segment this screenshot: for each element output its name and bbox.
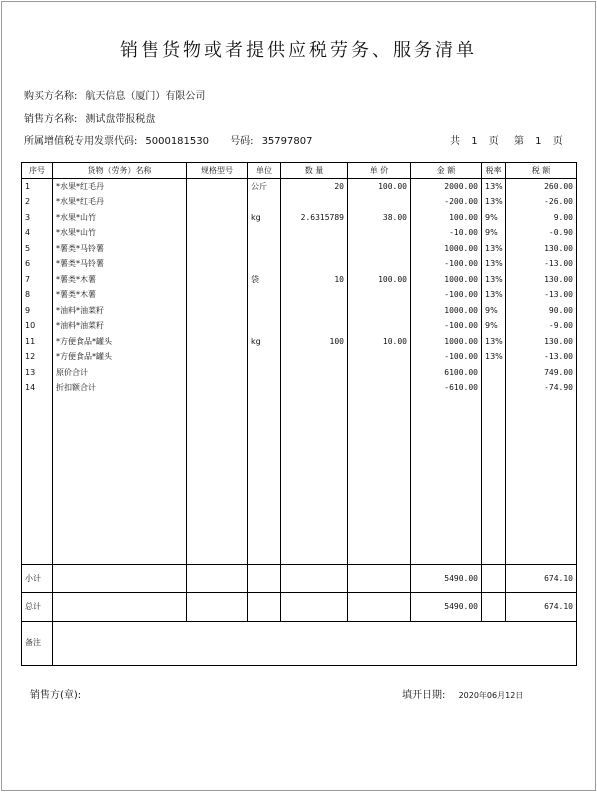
page-current-prefix: 第 [513, 136, 524, 147]
cell-price [348, 319, 411, 335]
cell-rate: 13% [482, 272, 506, 288]
cell-rate: 13% [482, 195, 506, 211]
items-table [21, 162, 577, 666]
cell-qty [281, 303, 348, 319]
subtotal-row [22, 565, 577, 593]
table-row [22, 179, 577, 195]
cell-qty: 100 [281, 334, 348, 350]
cell-spec [187, 365, 248, 381]
cell-price [348, 365, 411, 381]
cell-unit: kg [248, 210, 281, 226]
cell-unit [248, 350, 281, 366]
cell-tax: -26.00 [506, 195, 577, 211]
cell-seq: 3 [22, 210, 53, 226]
cell-name: 折扣额合计 [53, 381, 187, 397]
cell-tax: 9.00 [506, 210, 577, 226]
cell-unit [248, 381, 281, 397]
cell-seq: 9 [22, 303, 53, 319]
cell-seq: 7 [22, 272, 53, 288]
cell-seq: 1 [22, 179, 53, 195]
table-row [22, 303, 577, 319]
cell-spec [187, 303, 248, 319]
table-row [22, 381, 577, 397]
issue-date-line [402, 686, 523, 701]
cell-seq: 10 [22, 319, 53, 335]
cell-spec [187, 350, 248, 366]
items-body [22, 179, 577, 565]
seller-line [24, 110, 155, 125]
header-row [22, 163, 577, 179]
cell-amount: 1000.00 [411, 303, 482, 319]
cell-price [348, 381, 411, 397]
table-row [22, 350, 577, 366]
total-amount: 5490.00 [411, 593, 482, 621]
col-header-tax: 税 额 [506, 163, 577, 179]
cell-tax: 130.00 [506, 272, 577, 288]
cell-qty [281, 226, 348, 242]
cell-unit: kg [248, 334, 281, 350]
issue-date: 2020年06月12日 [458, 691, 524, 700]
cell-rate [482, 381, 506, 397]
page-total: 1 [471, 136, 478, 147]
page-current: 1 [535, 136, 542, 147]
cell-spec [187, 272, 248, 288]
col-header-price: 单 价 [348, 163, 411, 179]
cell-price [348, 350, 411, 366]
cell-rate [482, 365, 506, 381]
cell-seq: 14 [22, 381, 53, 397]
col-header-unit: 单位 [248, 163, 281, 179]
invoice-number-label: 号码: [230, 136, 254, 147]
cell-name: *油料*油菜籽 [53, 319, 187, 335]
table-row [22, 319, 577, 335]
cell-spec [187, 288, 248, 304]
cell-qty: 2.6315789 [281, 210, 348, 226]
cell-tax: 130.00 [506, 241, 577, 257]
cell-unit [248, 226, 281, 242]
cell-spec [187, 319, 248, 335]
buyer-name: 航天信息（厦门）有限公司 [85, 91, 206, 102]
cell-tax: -0.90 [506, 226, 577, 242]
remark-row [22, 621, 577, 665]
cell-rate: 13% [482, 288, 506, 304]
col-header-spec: 规格型号 [187, 163, 248, 179]
cell-name: *薯类*木薯 [53, 272, 187, 288]
seller-label: 销售方名称: [24, 114, 78, 125]
cell-amount: 1000.00 [411, 272, 482, 288]
table-row [22, 257, 577, 273]
cell-tax: -74.90 [506, 381, 577, 397]
cell-rate: 9% [482, 226, 506, 242]
cell-qty [281, 195, 348, 211]
page-total-prefix: 共 [450, 136, 460, 147]
table-row [22, 272, 577, 288]
table-row [22, 210, 577, 226]
cell-price [348, 241, 411, 257]
invoice-code: 5000181530 [145, 136, 209, 147]
total-tax: 674.10 [506, 593, 577, 621]
cell-spec [187, 179, 248, 195]
cell-rate: 13% [482, 257, 506, 273]
cell-amount: -100.00 [411, 319, 482, 335]
cell-seq: 12 [22, 350, 53, 366]
cell-qty [281, 319, 348, 335]
remark-label: 备注 [22, 621, 53, 665]
cell-tax: 130.00 [506, 334, 577, 350]
col-header-seq: 序号 [22, 163, 53, 179]
cell-seq: 11 [22, 334, 53, 350]
subtotal-tax: 674.10 [506, 565, 577, 593]
page-indicator [450, 132, 563, 147]
cell-amount: 1000.00 [411, 334, 482, 350]
invoice-code-label: 所属增值税专用发票代码: [24, 136, 138, 147]
cell-name: *水果*红毛丹 [53, 179, 187, 195]
table-row [22, 226, 577, 242]
cell-rate: 13% [482, 179, 506, 195]
cell-seq: 5 [22, 241, 53, 257]
invoice-number: 35797807 [261, 136, 313, 147]
cell-unit [248, 319, 281, 335]
cell-amount: -610.00 [411, 381, 482, 397]
cell-tax: 749.00 [506, 365, 577, 381]
cell-amount: -10.00 [411, 226, 482, 242]
table-row [22, 365, 577, 381]
total-label: 总计 [22, 593, 53, 621]
table-row [22, 288, 577, 304]
cell-qty [281, 257, 348, 273]
cell-tax: -13.00 [506, 350, 577, 366]
cell-unit [248, 257, 281, 273]
table-row [22, 195, 577, 211]
cell-rate: 9% [482, 303, 506, 319]
cell-tax: -13.00 [506, 257, 577, 273]
seller-name: 测试盘带报税盘 [85, 114, 156, 125]
cell-qty [281, 241, 348, 257]
cell-price [348, 195, 411, 211]
cell-amount: -100.00 [411, 257, 482, 273]
cell-amount: -200.00 [411, 195, 482, 211]
cell-spec [187, 241, 248, 257]
cell-spec [187, 257, 248, 273]
cell-price [348, 226, 411, 242]
cell-qty: 20 [281, 179, 348, 195]
cell-amount: 6100.00 [411, 365, 482, 381]
cell-unit [248, 365, 281, 381]
cell-unit [248, 288, 281, 304]
cell-seq: 13 [22, 365, 53, 381]
cell-name: *水果*山竹 [53, 210, 187, 226]
cell-name: *薯类*马铃薯 [53, 257, 187, 273]
page-total-suffix: 页 [488, 136, 499, 147]
cell-qty [281, 350, 348, 366]
cell-tax: -13.00 [506, 288, 577, 304]
cell-qty [281, 365, 348, 381]
cell-tax: 90.00 [506, 303, 577, 319]
cell-seq: 4 [22, 226, 53, 242]
cell-unit: 袋 [248, 272, 281, 288]
cell-unit: 公斤 [248, 179, 281, 195]
cell-rate: 13% [482, 334, 506, 350]
page-title: 销售货物或者提供应税劳务、服务清单 [120, 40, 477, 61]
cell-seq: 8 [22, 288, 53, 304]
table-row [22, 334, 577, 350]
cell-seq: 2 [22, 195, 53, 211]
cell-rate: 13% [482, 350, 506, 366]
cell-amount: -100.00 [411, 288, 482, 304]
total-row [22, 593, 577, 621]
cell-price: 10.00 [348, 334, 411, 350]
cell-spec [187, 381, 248, 397]
seller-seal-label: 销售方(章): [30, 690, 82, 701]
subtotal-amount: 5490.00 [411, 565, 482, 593]
cell-tax: -9.00 [506, 319, 577, 335]
buyer-line [24, 87, 205, 102]
cell-name: *水果*红毛丹 [53, 195, 187, 211]
col-header-rate: 税率 [482, 163, 506, 179]
cell-name: 原价合计 [53, 365, 187, 381]
cell-tax: 260.00 [506, 179, 577, 195]
cell-unit [248, 241, 281, 257]
col-header-amount: 金 额 [411, 163, 482, 179]
cell-qty: 10 [281, 272, 348, 288]
cell-name: *油料*油菜籽 [53, 303, 187, 319]
page-current-suffix: 页 [552, 136, 563, 147]
cell-price [348, 257, 411, 273]
cell-price [348, 288, 411, 304]
cell-price: 38.00 [348, 210, 411, 226]
cell-spec [187, 226, 248, 242]
col-header-qty: 数 量 [281, 163, 348, 179]
cell-amount: 1000.00 [411, 241, 482, 257]
cell-qty [281, 288, 348, 304]
cell-price: 100.00 [348, 272, 411, 288]
cell-rate: 9% [482, 210, 506, 226]
subtotal-label: 小计 [22, 565, 53, 593]
cell-rate: 13% [482, 241, 506, 257]
cell-spec [187, 210, 248, 226]
issue-date-label: 填开日期: [402, 690, 446, 701]
cell-amount: 100.00 [411, 210, 482, 226]
cell-amount: -100.00 [411, 350, 482, 366]
cell-name: *方便食品*罐头 [53, 334, 187, 350]
col-header-name: 货物（劳务）名称 [53, 163, 187, 179]
cell-seq: 6 [22, 257, 53, 273]
cell-name: *薯类*马铃薯 [53, 241, 187, 257]
cell-name: *方便食品*罐头 [53, 350, 187, 366]
cell-qty [281, 381, 348, 397]
cell-unit [248, 195, 281, 211]
cell-name: *水果*山竹 [53, 226, 187, 242]
invoice-line [24, 132, 312, 147]
cell-price [348, 303, 411, 319]
cell-spec [187, 334, 248, 350]
cell-name: *薯类*木薯 [53, 288, 187, 304]
cell-amount: 2000.00 [411, 179, 482, 195]
cell-unit [248, 303, 281, 319]
buyer-label: 购买方名称: [24, 91, 78, 102]
table-row [22, 241, 577, 257]
cell-spec [187, 195, 248, 211]
filler-row [22, 396, 577, 565]
remark-value [53, 621, 577, 665]
cell-price: 100.00 [348, 179, 411, 195]
cell-rate: 9% [482, 319, 506, 335]
